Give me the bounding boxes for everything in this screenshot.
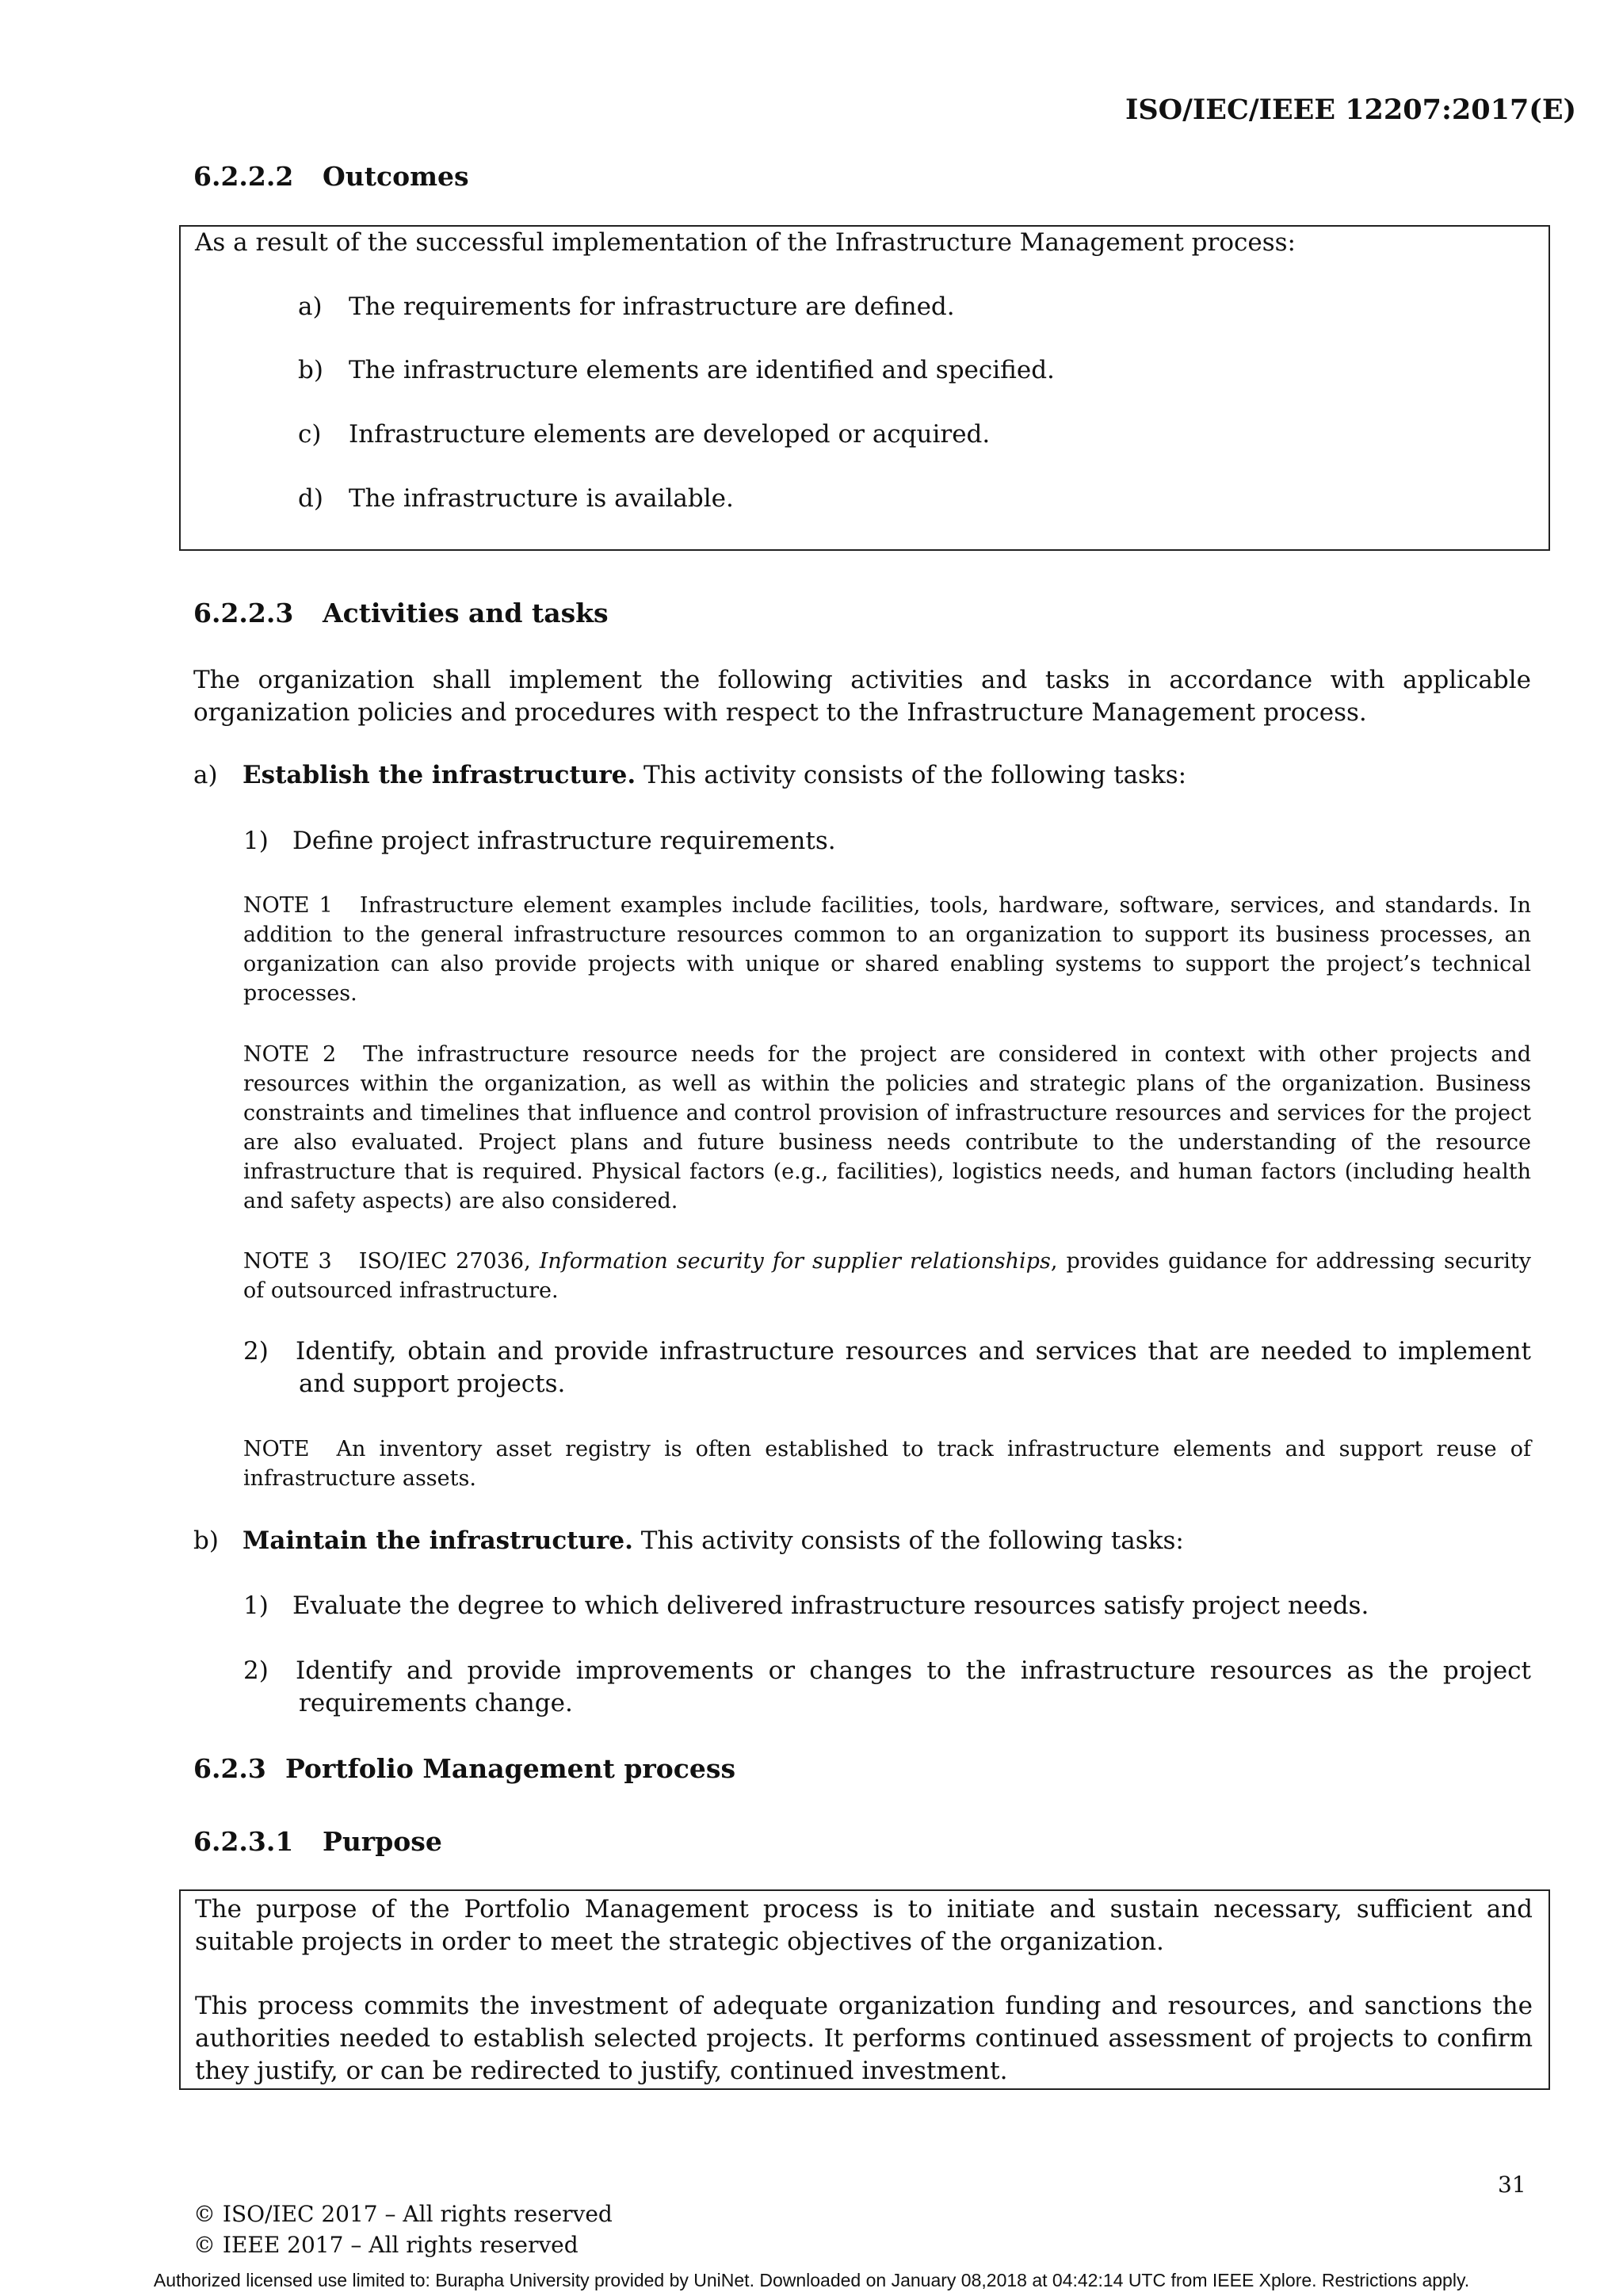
section-title: Outcomes: [323, 161, 469, 192]
note-text: ISO/IEC 27036,: [358, 1249, 540, 1274]
outcome-marker: d): [298, 484, 323, 513]
task-text: Define project infrastructure requirements.: [292, 827, 836, 855]
outcome-item: [298, 484, 734, 513]
note-label: NOTE 1: [243, 893, 333, 918]
task-item: [243, 1591, 1369, 1620]
section-heading-activities: [193, 598, 609, 628]
section-heading-portfolio: [193, 1753, 735, 1784]
purpose-paragraph-2: This process commits the investment of adequate organization funding and resources, and sanctions the authorities needed to establish selected projects. It performs continued assessment of projects to confirm they justify, or can be redirected to justify, continued investment.: [195, 1992, 1533, 2085]
activity-desc: This activity consists of the following tasks:: [636, 761, 1187, 789]
section-title: Portfolio Management process: [285, 1753, 736, 1784]
copyright-iso: © ISO/IEC 2017 – All rights reserved: [193, 2201, 613, 2227]
task-item: [243, 1655, 1531, 1720]
note-text: An inventory asset registry is often established to track infrastructure elements and support reuse of infrastructure assets.: [243, 1437, 1531, 1491]
page-number: 31: [1498, 2172, 1526, 2198]
task-item: [243, 827, 836, 855]
activity-marker: a): [193, 761, 218, 789]
task-item: [243, 1335, 1531, 1400]
section-title: Purpose: [323, 1826, 442, 1857]
note-2: [243, 1040, 1531, 1216]
task-marker: 1): [243, 827, 269, 855]
note-text: , provides guidance for addressing security of outsourced infrastructure.: [243, 1249, 1531, 1303]
note-3: [243, 1247, 1531, 1305]
outcome-text: The infrastructure is available.: [349, 484, 734, 513]
activity-title: Establish the infrastructure.: [242, 761, 636, 789]
note-text: Infrastructure element examples include facilities, tools, hardware, software, services, and standards. In addition to the general infrastructure resources common to an organization to support its business processes, an organization can also provide projects with unique or shared enabling systems to support the project’s technical processes.: [243, 893, 1531, 1006]
task-marker: 2): [243, 1656, 269, 1685]
purpose-paragraph-1: The purpose of the Portfolio Management process is to initiate and sustain necessary, sufficient and suitable projects in order to meet the strategic objectives of the organization.: [195, 1895, 1533, 1956]
note-label: NOTE 3: [243, 1249, 332, 1274]
document-header: ISO/IEC/IEEE 12207:2017(E): [1125, 94, 1577, 126]
note-label: NOTE: [243, 1437, 310, 1461]
activity-b: [193, 1526, 1184, 1555]
section-number: 6.2.3: [193, 1753, 266, 1784]
activity-marker: b): [193, 1526, 219, 1555]
section-heading-purpose: [193, 1826, 442, 1857]
task-text: Identify, obtain and provide infrastructure resources and services that are needed to implement and support projects.: [296, 1337, 1531, 1398]
outcome-marker: b): [298, 356, 323, 384]
outcome-item: [298, 356, 1055, 384]
task-marker: 2): [243, 1337, 269, 1366]
section-number: 6.2.2.2: [193, 161, 294, 192]
task-text: Evaluate the degree to which delivered infrastructure resources satisfy project needs.: [292, 1591, 1369, 1620]
outcome-item: [298, 420, 990, 449]
outcome-item: [298, 292, 955, 321]
copyright-ieee: © IEEE 2017 – All rights reserved: [193, 2232, 579, 2258]
section-number: 6.2.3.1: [193, 1826, 294, 1857]
outcome-text: The infrastructure elements are identified and specified.: [349, 356, 1055, 384]
task-marker: 1): [243, 1591, 269, 1620]
outcomes-intro: As a result of the successful implementation of the Infrastructure Management process:: [195, 228, 1296, 257]
outcome-marker: a): [298, 292, 323, 321]
activity-title: Maintain the infrastructure.: [242, 1526, 633, 1555]
note-label: NOTE 2: [243, 1042, 337, 1067]
note-text: The infrastructure resource needs for the project are considered in context with other projects and resources within the organization, as well as within the policies and strategic plans of the organization. Business constraints and timelines that influence and control provision of infrastructure resources and services for the project are also evaluated. Project plans and future business needs contribute to the understanding of the resource infrastructure that is required. Physical factors (e.g., facilities), logistics needs, and human factors (including health and safety aspects) are also considered.: [243, 1042, 1531, 1213]
section-title: Activities and tasks: [323, 598, 609, 628]
license-notice: Authorized licensed use limited to: Burapha University provided by UniNet. Downloaded on January 08,2018 at 04:42:14 UTC from IEEE Xplore. Restrictions apply.: [153, 2270, 1470, 2290]
section-number: 6.2.2.3: [193, 598, 294, 628]
activity-desc: This activity consists of the following tasks:: [632, 1526, 1184, 1555]
task-text: Identify and provide improvements or changes to the infrastructure resources as the project requirements change.: [296, 1656, 1531, 1717]
section-heading-outcomes: [193, 161, 469, 192]
outcome-text: The requirements for infrastructure are defined.: [349, 292, 955, 321]
activity-a: [193, 761, 1186, 789]
outcome-text: Infrastructure elements are developed or acquired.: [349, 420, 991, 449]
activities-intro: The organization shall implement the following activities and tasks in accordance with applicable organization policies and procedures with respect to the Infrastructure Management process.: [193, 666, 1531, 727]
outcome-marker: c): [298, 420, 322, 449]
note-citation: Information security for supplier relationships: [539, 1249, 1051, 1274]
note-4: [243, 1435, 1531, 1493]
note-1: [243, 891, 1531, 1008]
